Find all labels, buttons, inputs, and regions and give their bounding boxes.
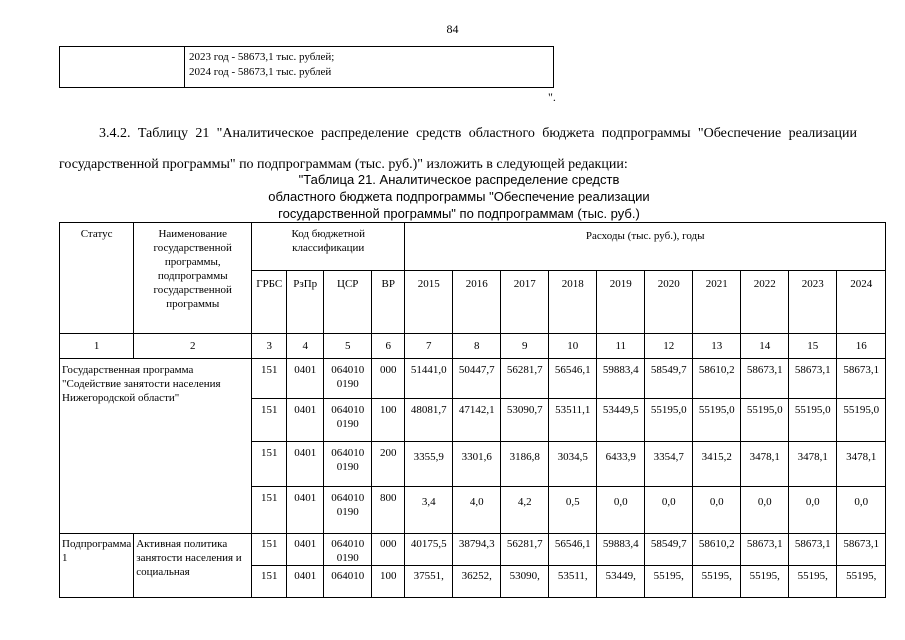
csr-cell: 064010 0190 bbox=[324, 534, 372, 566]
header-csr: ЦСР bbox=[324, 271, 372, 334]
caption-line: "Таблица 21. Аналитическое распределение средств bbox=[298, 172, 620, 187]
header-year: 2024 bbox=[837, 271, 886, 334]
empty-cell bbox=[60, 47, 185, 88]
value-cell: 0,0 bbox=[741, 487, 789, 534]
caption-line: государственной программы" по подпрограммам (тыс. руб.) bbox=[278, 206, 640, 221]
vr-cell: 000 bbox=[372, 534, 405, 566]
col-number: 16 bbox=[837, 334, 886, 359]
rzpr-cell: 0401 bbox=[287, 442, 324, 487]
value-cell: 55195,0 bbox=[741, 399, 789, 442]
col-number: 5 bbox=[324, 334, 372, 359]
col-number: 15 bbox=[789, 334, 837, 359]
vr-cell: 100 bbox=[372, 399, 405, 442]
col-number: 10 bbox=[549, 334, 597, 359]
grbs-cell: 151 bbox=[252, 442, 287, 487]
csr-cell: 064010 0190 bbox=[324, 359, 372, 399]
value-cell: 3415,2 bbox=[693, 442, 741, 487]
rzpr-cell: 0401 bbox=[287, 399, 324, 442]
value-cell: 58673,1 bbox=[789, 534, 837, 566]
value-cell: 36252, bbox=[453, 566, 501, 598]
col-number: 13 bbox=[693, 334, 741, 359]
header-expenses: Расходы (тыс. руб.), годы bbox=[405, 223, 886, 271]
value-cell: 0,0 bbox=[597, 487, 645, 534]
value-cell: 3478,1 bbox=[789, 442, 837, 487]
col-number: 14 bbox=[741, 334, 789, 359]
grbs-cell: 151 bbox=[252, 566, 287, 598]
csr-cell: 064010 0190 bbox=[324, 442, 372, 487]
value-cell: 3301,6 bbox=[453, 442, 501, 487]
value-cell: 51441,0 bbox=[405, 359, 453, 399]
csr-cell: 064010 0190 bbox=[324, 399, 372, 442]
value-cell: 47142,1 bbox=[453, 399, 501, 442]
value-cell: 0,5 bbox=[549, 487, 597, 534]
grbs-cell: 151 bbox=[252, 399, 287, 442]
value-cell: 58673,1 bbox=[789, 359, 837, 399]
col-number: 11 bbox=[597, 334, 645, 359]
header-year: 2021 bbox=[693, 271, 741, 334]
col-number: 1 bbox=[60, 334, 134, 359]
header-rzpr: РзПр bbox=[287, 271, 324, 334]
rzpr-cell: 0401 bbox=[287, 566, 324, 598]
value-cell: 0,0 bbox=[837, 487, 886, 534]
value-cell: 53511,1 bbox=[549, 399, 597, 442]
value-cell: 0,0 bbox=[693, 487, 741, 534]
value-cell: 53090,7 bbox=[501, 399, 549, 442]
budget-table bbox=[59, 222, 886, 598]
col-number: 4 bbox=[287, 334, 324, 359]
header-year: 2015 bbox=[405, 271, 453, 334]
header-year: 2022 bbox=[741, 271, 789, 334]
header-grbs: ГРБС bbox=[252, 271, 287, 334]
vr-cell: 000 bbox=[372, 359, 405, 399]
value-cell: 50447,7 bbox=[453, 359, 501, 399]
csr-cell: 064010 0190 bbox=[324, 487, 372, 534]
col-number: 8 bbox=[453, 334, 501, 359]
amendment-paragraph: 3.4.2. Таблицу 21 "Аналитическое распределение средств областного бюджета подпрограммы "Обеспечение реализации государственной программы" по подпрограммам (тыс. руб.)" изложить в следующей редакции: bbox=[59, 126, 857, 172]
value-cell: 4,2 bbox=[501, 487, 549, 534]
col-number: 7 bbox=[405, 334, 453, 359]
header-year: 2019 bbox=[597, 271, 645, 334]
value-cell: 0,0 bbox=[645, 487, 693, 534]
col-number: 12 bbox=[645, 334, 693, 359]
value-cell: 55195,0 bbox=[645, 399, 693, 442]
previous-table-fragment bbox=[59, 46, 554, 88]
value-cell: 55195,0 bbox=[837, 399, 886, 442]
value-cell: 53449,5 bbox=[597, 399, 645, 442]
value-cell: 48081,7 bbox=[405, 399, 453, 442]
value-cell: 58673,1 bbox=[837, 359, 886, 399]
value-cell: 56281,7 bbox=[501, 359, 549, 399]
rzpr-cell: 0401 bbox=[287, 359, 324, 399]
value-cell: 3355,9 bbox=[405, 442, 453, 487]
grbs-cell: 151 bbox=[252, 359, 287, 399]
header-year: 2018 bbox=[549, 271, 597, 334]
value-cell: 4,0 bbox=[453, 487, 501, 534]
value-cell: 53511, bbox=[549, 566, 597, 598]
col-number: 2 bbox=[134, 334, 252, 359]
header-name: Наименование государственной программы, подпрограммы государственной программы bbox=[134, 223, 252, 334]
table-caption bbox=[0, 171, 905, 222]
header-vr: ВР bbox=[372, 271, 405, 334]
rzpr-cell: 0401 bbox=[287, 487, 324, 534]
value-cell: 58673,1 bbox=[837, 534, 886, 566]
value-cell: 3478,1 bbox=[837, 442, 886, 487]
vr-cell: 200 bbox=[372, 442, 405, 487]
value-cell: 3,4 bbox=[405, 487, 453, 534]
value-cell: 58673,1 bbox=[741, 534, 789, 566]
value-cell: 40175,5 bbox=[405, 534, 453, 566]
value-cell: 0,0 bbox=[789, 487, 837, 534]
column-number-row bbox=[60, 334, 886, 359]
value-cell: 56546,1 bbox=[549, 359, 597, 399]
table-row bbox=[60, 359, 886, 399]
header-code: Код бюджетной классификации bbox=[252, 223, 405, 271]
value-cell: 56546,1 bbox=[549, 534, 597, 566]
value-cell: 53090, bbox=[501, 566, 549, 598]
vr-cell: 100 bbox=[372, 566, 405, 598]
funding-line-2024: 2024 год - 58673,1 тыс. рублей bbox=[189, 66, 332, 78]
header-year: 2023 bbox=[789, 271, 837, 334]
value-cell: 55195,0 bbox=[693, 399, 741, 442]
subprogram-name: Активная политика занятости населения и социальная bbox=[134, 534, 252, 598]
value-cell: 56281,7 bbox=[501, 534, 549, 566]
value-cell: 3034,5 bbox=[549, 442, 597, 487]
value-cell: 3186,8 bbox=[501, 442, 549, 487]
value-cell: 55195, bbox=[741, 566, 789, 598]
value-cell: 55195, bbox=[693, 566, 741, 598]
program-status: Государственная программа "Содействие занятости населения Нижегородской области" bbox=[60, 359, 252, 534]
value-cell: 59883,4 bbox=[597, 359, 645, 399]
value-cell: 59883,4 bbox=[597, 534, 645, 566]
table-row bbox=[60, 534, 886, 566]
value-cell: 55195,0 bbox=[789, 399, 837, 442]
caption-line: областного бюджета подпрограммы "Обеспечение реализации bbox=[268, 189, 650, 204]
value-cell: 55195, bbox=[645, 566, 693, 598]
col-number: 3 bbox=[252, 334, 287, 359]
subprogram-status: Подпрограмма 1 bbox=[60, 534, 134, 598]
value-cell: 58610,2 bbox=[693, 359, 741, 399]
header-status: Статус bbox=[60, 223, 134, 334]
rzpr-cell: 0401 bbox=[287, 534, 324, 566]
col-number: 6 bbox=[372, 334, 405, 359]
value-cell: 55195, bbox=[837, 566, 886, 598]
header-year: 2016 bbox=[453, 271, 501, 334]
value-cell: 6433,9 bbox=[597, 442, 645, 487]
value-cell: 58549,7 bbox=[645, 359, 693, 399]
vr-cell: 800 bbox=[372, 487, 405, 534]
grbs-cell: 151 bbox=[252, 487, 287, 534]
funding-line-2023: 2023 год - 58673,1 тыс. рублей; bbox=[189, 51, 335, 63]
value-cell: 58610,2 bbox=[693, 534, 741, 566]
value-cell: 53449, bbox=[597, 566, 645, 598]
value-cell: 58549,7 bbox=[645, 534, 693, 566]
value-cell: 55195, bbox=[789, 566, 837, 598]
value-cell: 3354,7 bbox=[645, 442, 693, 487]
page-number: 84 bbox=[446, 22, 459, 36]
value-cell: 58673,1 bbox=[741, 359, 789, 399]
csr-cell: 064010 bbox=[324, 566, 372, 598]
header-year: 2017 bbox=[501, 271, 549, 334]
funding-cell bbox=[185, 47, 554, 88]
closing-quote: ". bbox=[548, 90, 556, 104]
value-cell: 37551, bbox=[405, 566, 453, 598]
header-year: 2020 bbox=[645, 271, 693, 334]
grbs-cell: 151 bbox=[252, 534, 287, 566]
value-cell: 3478,1 bbox=[741, 442, 789, 487]
value-cell: 38794,3 bbox=[453, 534, 501, 566]
col-number: 9 bbox=[501, 334, 549, 359]
